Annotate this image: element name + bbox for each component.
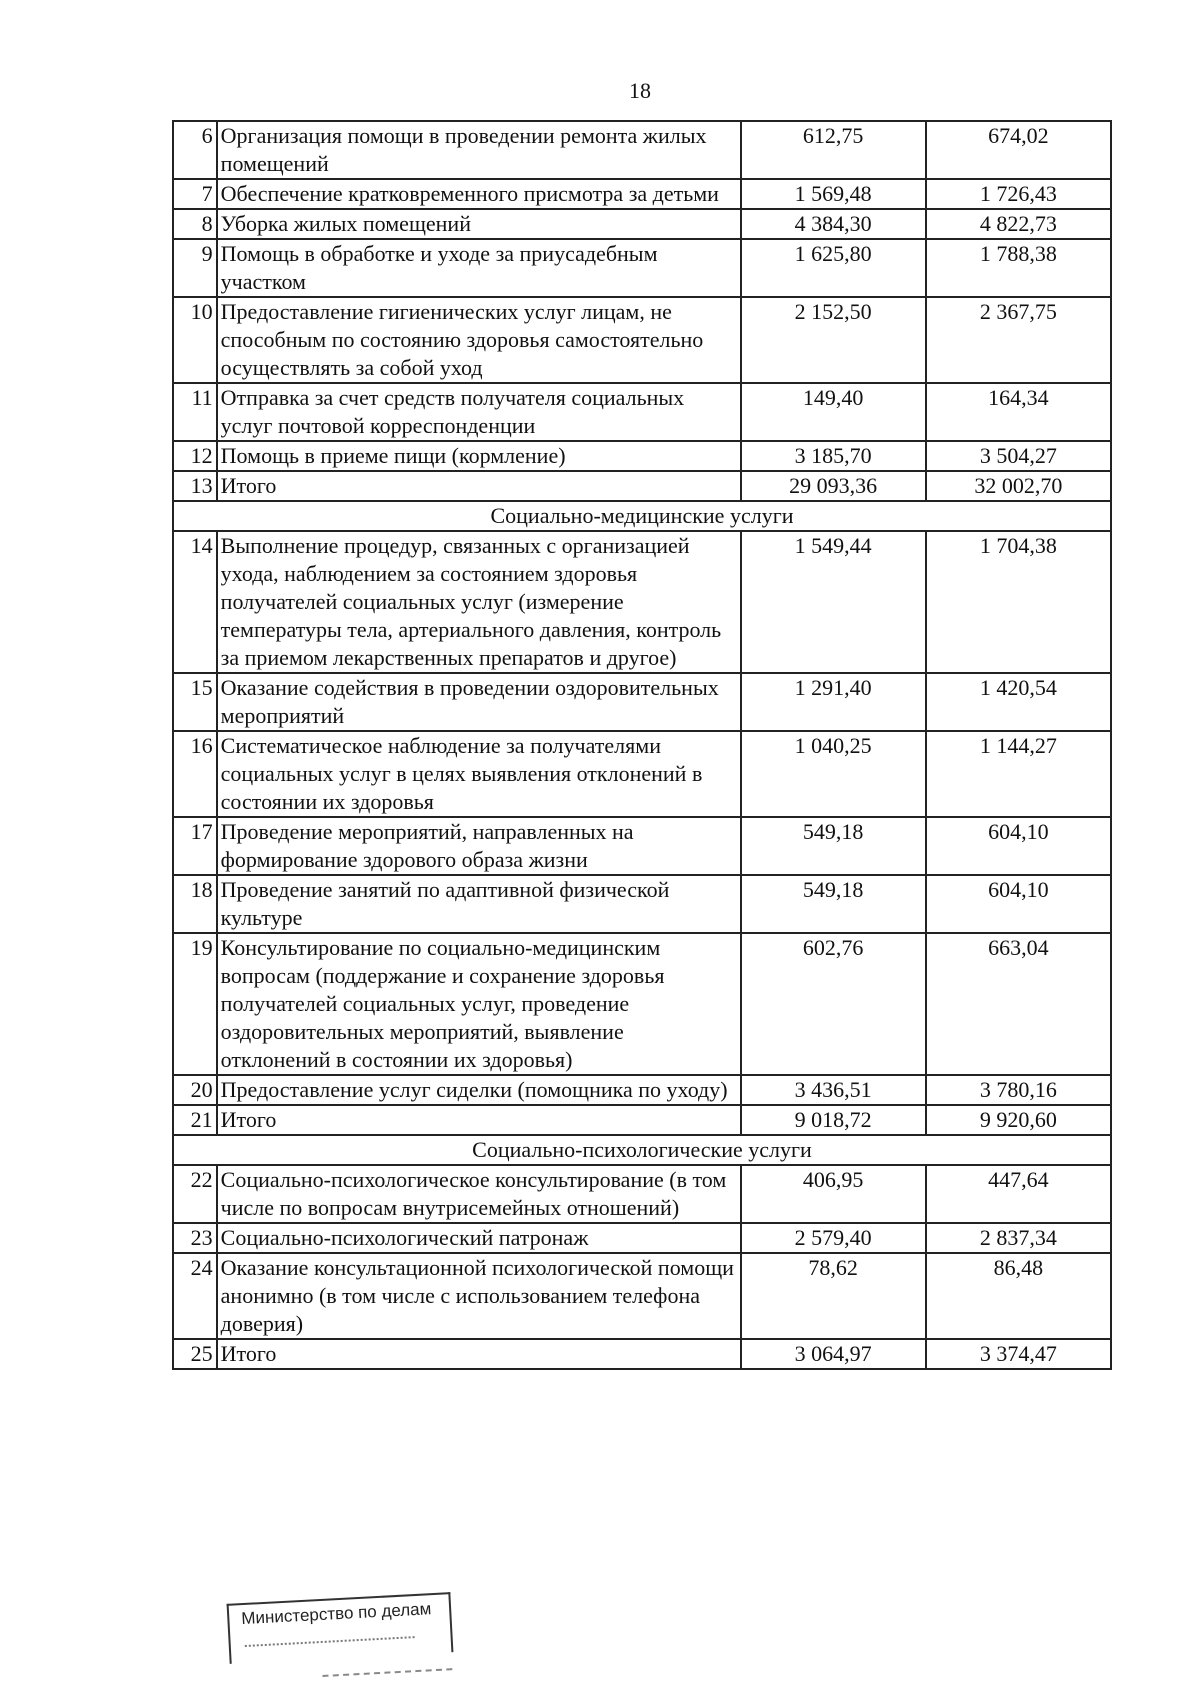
section-title: Социально-медицинские услуги bbox=[173, 501, 1111, 531]
service-name-cell: Уборка жилых помещений bbox=[217, 209, 741, 239]
section-header-row bbox=[173, 501, 1111, 531]
stamp-text: Министерство по делам bbox=[240, 1599, 432, 1629]
row-number-cell: 19 bbox=[173, 933, 217, 1075]
value-cell-2: 164,34 bbox=[926, 383, 1111, 441]
value-cell-1: 29 093,36 bbox=[741, 471, 926, 501]
table-row bbox=[173, 1165, 1111, 1223]
table-body bbox=[173, 121, 1111, 1369]
page-number: 18 bbox=[629, 78, 651, 103]
value-cell-1: 1 549,44 bbox=[741, 531, 926, 673]
value-cell-1: 78,62 bbox=[741, 1253, 926, 1339]
value-cell-1: 1 040,25 bbox=[741, 731, 926, 817]
value-cell-2: 4 822,73 bbox=[926, 209, 1111, 239]
value-cell-2: 447,64 bbox=[926, 1165, 1111, 1223]
value-cell-1: 2 579,40 bbox=[741, 1223, 926, 1253]
table-row bbox=[173, 471, 1111, 501]
section-header-row bbox=[173, 1135, 1111, 1165]
table-row bbox=[173, 1075, 1111, 1105]
section-title: Социально-психологические услуги bbox=[173, 1135, 1111, 1165]
table-row bbox=[173, 731, 1111, 817]
row-number-cell: 6 bbox=[173, 121, 217, 179]
table-row bbox=[173, 441, 1111, 471]
value-cell-2: 1 726,43 bbox=[926, 179, 1111, 209]
service-name-cell: Итого bbox=[217, 1339, 741, 1369]
service-name-cell: Социально-психологическое консультирование (в том числе по вопросам внутрисемейных отношений) bbox=[217, 1165, 741, 1223]
value-cell-2: 1 788,38 bbox=[926, 239, 1111, 297]
service-name-cell: Социально-психологический патронаж bbox=[217, 1223, 741, 1253]
service-name-cell: Организация помощи в проведении ремонта жилых помещений bbox=[217, 121, 741, 179]
value-cell-2: 663,04 bbox=[926, 933, 1111, 1075]
value-cell-2: 3 374,47 bbox=[926, 1339, 1111, 1369]
value-cell-1: 549,18 bbox=[741, 817, 926, 875]
row-number-cell: 11 bbox=[173, 383, 217, 441]
value-cell-2: 9 920,60 bbox=[926, 1105, 1111, 1135]
value-cell-1: 1 569,48 bbox=[741, 179, 926, 209]
row-number-cell: 10 bbox=[173, 297, 217, 383]
table-row bbox=[173, 179, 1111, 209]
service-name-cell: Итого bbox=[217, 1105, 741, 1135]
table-row bbox=[173, 1253, 1111, 1339]
value-cell-1: 406,95 bbox=[741, 1165, 926, 1223]
table-row bbox=[173, 297, 1111, 383]
table-row bbox=[173, 1105, 1111, 1135]
service-name-cell: Оказание консультационной психологической помощи анонимно (в том числе с использованием телефона доверия) bbox=[217, 1253, 741, 1339]
row-number-cell: 8 bbox=[173, 209, 217, 239]
row-number-cell: 21 bbox=[173, 1105, 217, 1135]
service-name-cell: Систематическое наблюдение за получателями социальных услуг в целях выявления отклонений в состоянии их здоровья bbox=[217, 731, 741, 817]
value-cell-1: 3 064,97 bbox=[741, 1339, 926, 1369]
service-name-cell: Предоставление услуг сиделки (помощника по уходу) bbox=[217, 1075, 741, 1105]
value-cell-1: 549,18 bbox=[741, 875, 926, 933]
table-row bbox=[173, 531, 1111, 673]
value-cell-1: 3 436,51 bbox=[741, 1075, 926, 1105]
value-cell-1: 9 018,72 bbox=[741, 1105, 926, 1135]
value-cell-1: 149,40 bbox=[741, 383, 926, 441]
value-cell-1: 3 185,70 bbox=[741, 441, 926, 471]
stamp-faded-line bbox=[244, 1626, 414, 1647]
value-cell-1: 1 625,80 bbox=[741, 239, 926, 297]
service-name-cell: Итого bbox=[217, 471, 741, 501]
service-name-cell: Предоставление гигиенических услуг лицам, не способным по состоянию здоровья самостоятельно осуществлять за собой уход bbox=[217, 297, 741, 383]
value-cell-1: 4 384,30 bbox=[741, 209, 926, 239]
value-cell-2: 2 837,34 bbox=[926, 1223, 1111, 1253]
ministry-stamp bbox=[227, 1592, 454, 1664]
value-cell-2: 3 780,16 bbox=[926, 1075, 1111, 1105]
row-number-cell: 7 bbox=[173, 179, 217, 209]
value-cell-2: 86,48 bbox=[926, 1253, 1111, 1339]
service-name-cell: Консультирование по социально-медицинским вопросам (поддержание и сохранение здоровья получателей социальных услуг, проведение оздоровительных мероприятий, выявление отклонений в состоянии их здоровья) bbox=[217, 933, 741, 1075]
row-number-cell: 13 bbox=[173, 471, 217, 501]
value-cell-2: 674,02 bbox=[926, 121, 1111, 179]
value-cell-1: 2 152,50 bbox=[741, 297, 926, 383]
row-number-cell: 22 bbox=[173, 1165, 217, 1223]
row-number-cell: 25 bbox=[173, 1339, 217, 1369]
row-number-cell: 23 bbox=[173, 1223, 217, 1253]
value-cell-2: 1 144,27 bbox=[926, 731, 1111, 817]
row-number-cell: 14 bbox=[173, 531, 217, 673]
row-number-cell: 24 bbox=[173, 1253, 217, 1339]
row-number-cell: 16 bbox=[173, 731, 217, 817]
table-row bbox=[173, 673, 1111, 731]
table-row bbox=[173, 209, 1111, 239]
service-name-cell: Помощь в приеме пищи (кормление) bbox=[217, 441, 741, 471]
value-cell-2: 1 420,54 bbox=[926, 673, 1111, 731]
table-row bbox=[173, 121, 1111, 179]
service-name-cell: Проведение мероприятий, направленных на формирование здорового образа жизни bbox=[217, 817, 741, 875]
stamp-faded-underline bbox=[322, 1664, 452, 1677]
value-cell-1: 1 291,40 bbox=[741, 673, 926, 731]
service-name-cell: Обеспечение кратковременного присмотра за детьми bbox=[217, 179, 741, 209]
row-number-cell: 17 bbox=[173, 817, 217, 875]
service-name-cell: Помощь в обработке и уходе за приусадебным участком bbox=[217, 239, 741, 297]
table-row bbox=[173, 933, 1111, 1075]
service-name-cell: Проведение занятий по адаптивной физической культуре bbox=[217, 875, 741, 933]
row-number-cell: 9 bbox=[173, 239, 217, 297]
value-cell-2: 2 367,75 bbox=[926, 297, 1111, 383]
row-number-cell: 18 bbox=[173, 875, 217, 933]
value-cell-2: 604,10 bbox=[926, 817, 1111, 875]
table-row bbox=[173, 817, 1111, 875]
value-cell-2: 3 504,27 bbox=[926, 441, 1111, 471]
value-cell-2: 604,10 bbox=[926, 875, 1111, 933]
table-row bbox=[173, 1339, 1111, 1369]
value-cell-2: 1 704,38 bbox=[926, 531, 1111, 673]
table-row bbox=[173, 239, 1111, 297]
service-name-cell: Отправка за счет средств получателя социальных услуг почтовой корреспонденции bbox=[217, 383, 741, 441]
service-name-cell: Оказание содействия в проведении оздоровительных мероприятий bbox=[217, 673, 741, 731]
row-number-cell: 12 bbox=[173, 441, 217, 471]
row-number-cell: 15 bbox=[173, 673, 217, 731]
table-row bbox=[173, 1223, 1111, 1253]
value-cell-2: 32 002,70 bbox=[926, 471, 1111, 501]
table-row bbox=[173, 875, 1111, 933]
value-cell-1: 612,75 bbox=[741, 121, 926, 179]
table-row bbox=[173, 383, 1111, 441]
row-number-cell: 20 bbox=[173, 1075, 217, 1105]
service-name-cell: Выполнение процедур, связанных с организацией ухода, наблюдением за состоянием здоровья получателей социальных услуг (измерение температуры тела, артериального давления, контроль за приемом лекарственных препаратов и другое) bbox=[217, 531, 741, 673]
value-cell-1: 602,76 bbox=[741, 933, 926, 1075]
services-tariff-table bbox=[172, 120, 1112, 1370]
